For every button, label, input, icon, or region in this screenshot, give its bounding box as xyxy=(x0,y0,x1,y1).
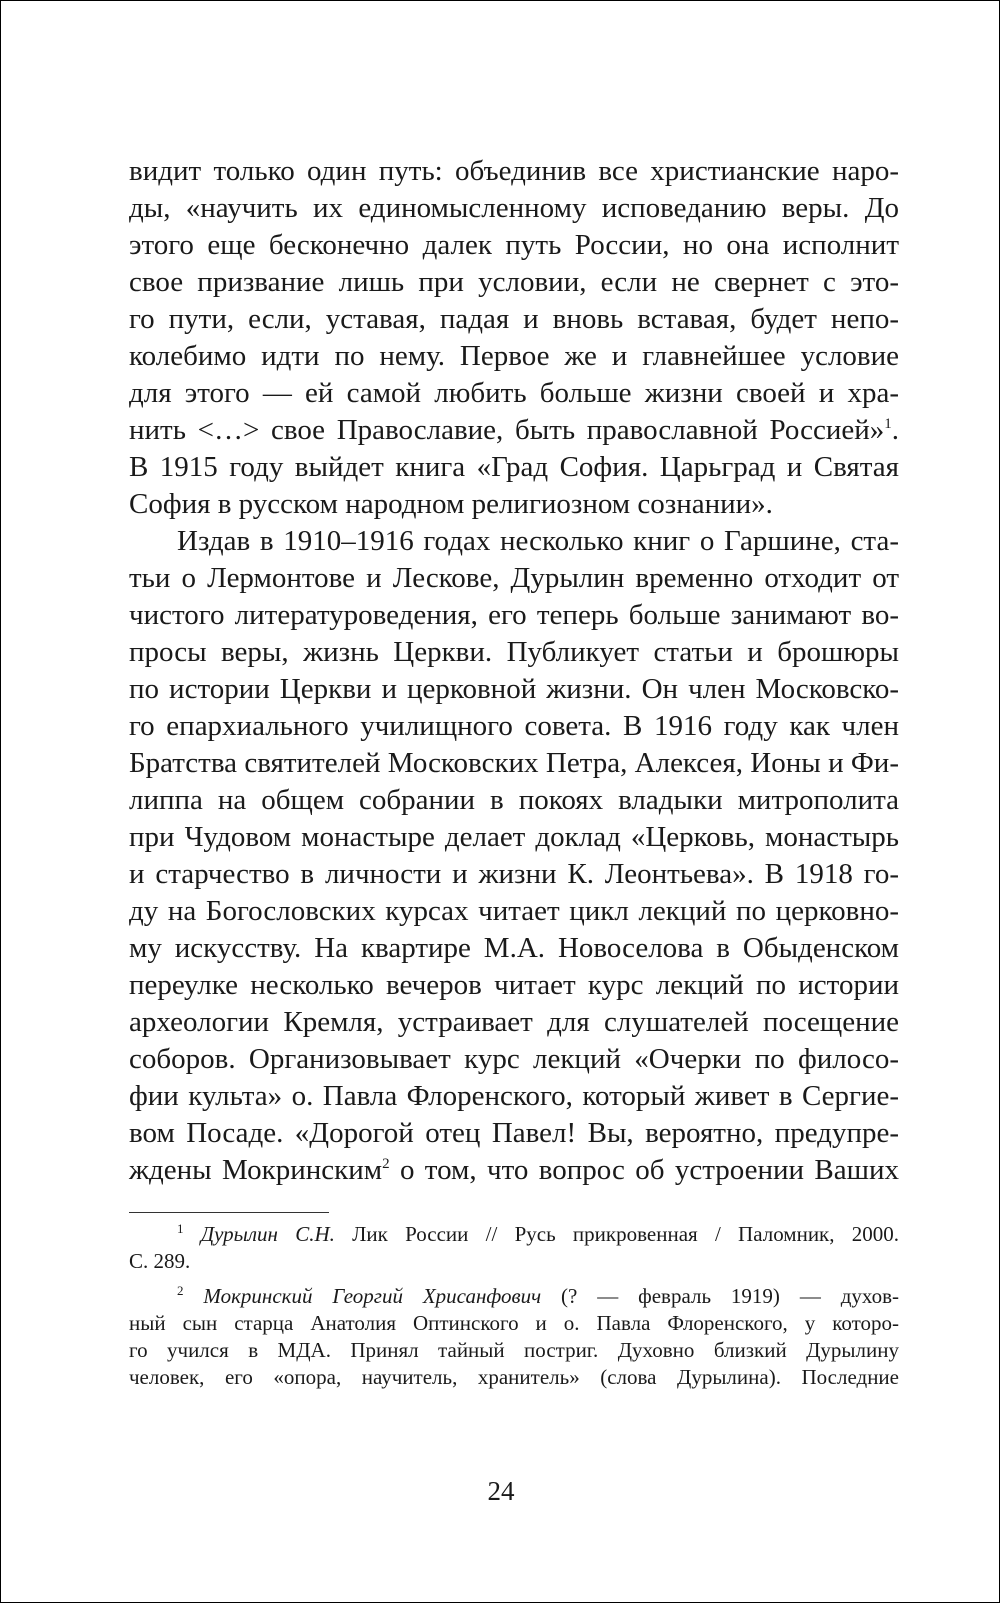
footnote-text: Лик России // Русь прикровенная / Паломник, 2000. xyxy=(352,1222,900,1246)
text-segment: о том, что вопрос об устроении Ваших xyxy=(399,1154,899,1186)
text-line: переулке несколько вечеров читает курс лекций по истории xyxy=(129,969,899,1001)
footnote-text: (? — февраль 1919) — духов- xyxy=(561,1284,900,1308)
footnote-marker-1: 1 xyxy=(177,1221,184,1236)
text-line: для этого — ей самой любить больше жизни своей и хра- xyxy=(129,377,899,409)
text-line: свое призвание лишь при условии, если не свернет с это- xyxy=(129,266,899,298)
footnote-1-line: С. 289. xyxy=(129,1249,191,1273)
text-line: му искусству. На квартире М.А. Новоселова в Обыденском xyxy=(129,932,899,964)
text-line: В 1915 году выйдет книга «Град София. Царьград и Святая xyxy=(129,451,899,483)
text-line: Братства святителей Московских Петра, Алексея, Ионы и Фи- xyxy=(129,747,899,779)
text-line: го епархиального училищного совета. В 1916 году как член xyxy=(129,710,899,742)
page-number: 24 xyxy=(487,1476,515,1506)
text-line: вом Посаде. «Дорогой отец Павел! Вы, вероятно, предупре- xyxy=(129,1117,899,1149)
text-line: София в русском народном религиозном сознании». xyxy=(129,488,773,520)
footnote-author: Дурылин С.Н. xyxy=(200,1222,335,1246)
text-line: Издав в 1910–1916 годах несколько книг о Гаршине, ста- xyxy=(177,525,899,557)
footnote-ref-1[interactable]: 1 xyxy=(884,416,892,432)
footnote-2-line: го учился в МДА. Принял тайный постриг. Духовно близкий Дурылину xyxy=(129,1338,899,1362)
footnote-2-line: человек, его «опора, научитель, хранитель» (слова Дурылина). Последние xyxy=(129,1365,899,1389)
text-line: и старчество в личности и жизни К. Леонтьева». В 1918 го- xyxy=(129,858,899,890)
text-line xyxy=(129,1152,899,1189)
text-line: этого еще бесконечно далек путь России, но она исполнит xyxy=(129,229,899,261)
text-line: по истории Церкви и церковной жизни. Он член Московско- xyxy=(129,673,899,705)
text-segment: ждены Мокринским xyxy=(129,1154,383,1186)
main-text xyxy=(129,153,899,1189)
footnotes xyxy=(129,1221,899,1275)
text-line: археологии Кремля, устраивает для слушателей посещение xyxy=(129,1006,899,1038)
text-line: го пути, если, уставая, падая и вновь вставая, будет непо- xyxy=(129,303,899,335)
text-segment: нить <…> свое Православие, быть православной Россией» xyxy=(129,414,885,446)
footnote-2-line xyxy=(129,1283,899,1310)
footnote-name: Мокринский Георгий Хрисанфович xyxy=(203,1284,542,1308)
text-line: ды, «научить их единомысленному исповеданию веры. До xyxy=(129,192,899,224)
text-line: колебимо идти по нему. Первое же и главнейшее условие xyxy=(129,340,899,372)
text-line: нить <…> свое Православие, быть православной Россией»$^1$. xyxy=(129,414,899,446)
footnote-marker-2: 2 xyxy=(177,1283,184,1298)
footnote-ref-2[interactable]: 2 xyxy=(382,1156,390,1172)
text-line: липпа на общем собрании в покоях владыки митрополита xyxy=(129,784,899,816)
footnote-1-line xyxy=(129,1221,899,1248)
text-line: фии культа» о. Павла Флоренского, который живет в Сергие- xyxy=(129,1080,899,1112)
text-line: видит только один путь: объединив все христианские наро- xyxy=(129,155,899,187)
text-line: тьи о Лермонтове и Лескове, Дурылин временно отходит от xyxy=(129,562,899,594)
footnote-divider xyxy=(129,1212,329,1213)
text-line: чистого литературоведения, его теперь больше занимают во- xyxy=(129,599,899,631)
footnote-2 xyxy=(129,1283,899,1391)
text-line: соборов. Организовывает курс лекций «Очерки по филосо- xyxy=(129,1043,899,1075)
text-line: ду на Богословских курсах читает цикл лекций по церковно- xyxy=(129,895,899,927)
text-line: при Чудовом монастыре делает доклад «Церковь, монастырь xyxy=(129,821,899,853)
footnote-2-line: ный сын старца Анатолия Оптинского и о. Павла Флоренского, у которо- xyxy=(129,1311,899,1335)
text-line: просы веры, жизнь Церкви. Публикует статьи и брошюры xyxy=(129,636,899,668)
